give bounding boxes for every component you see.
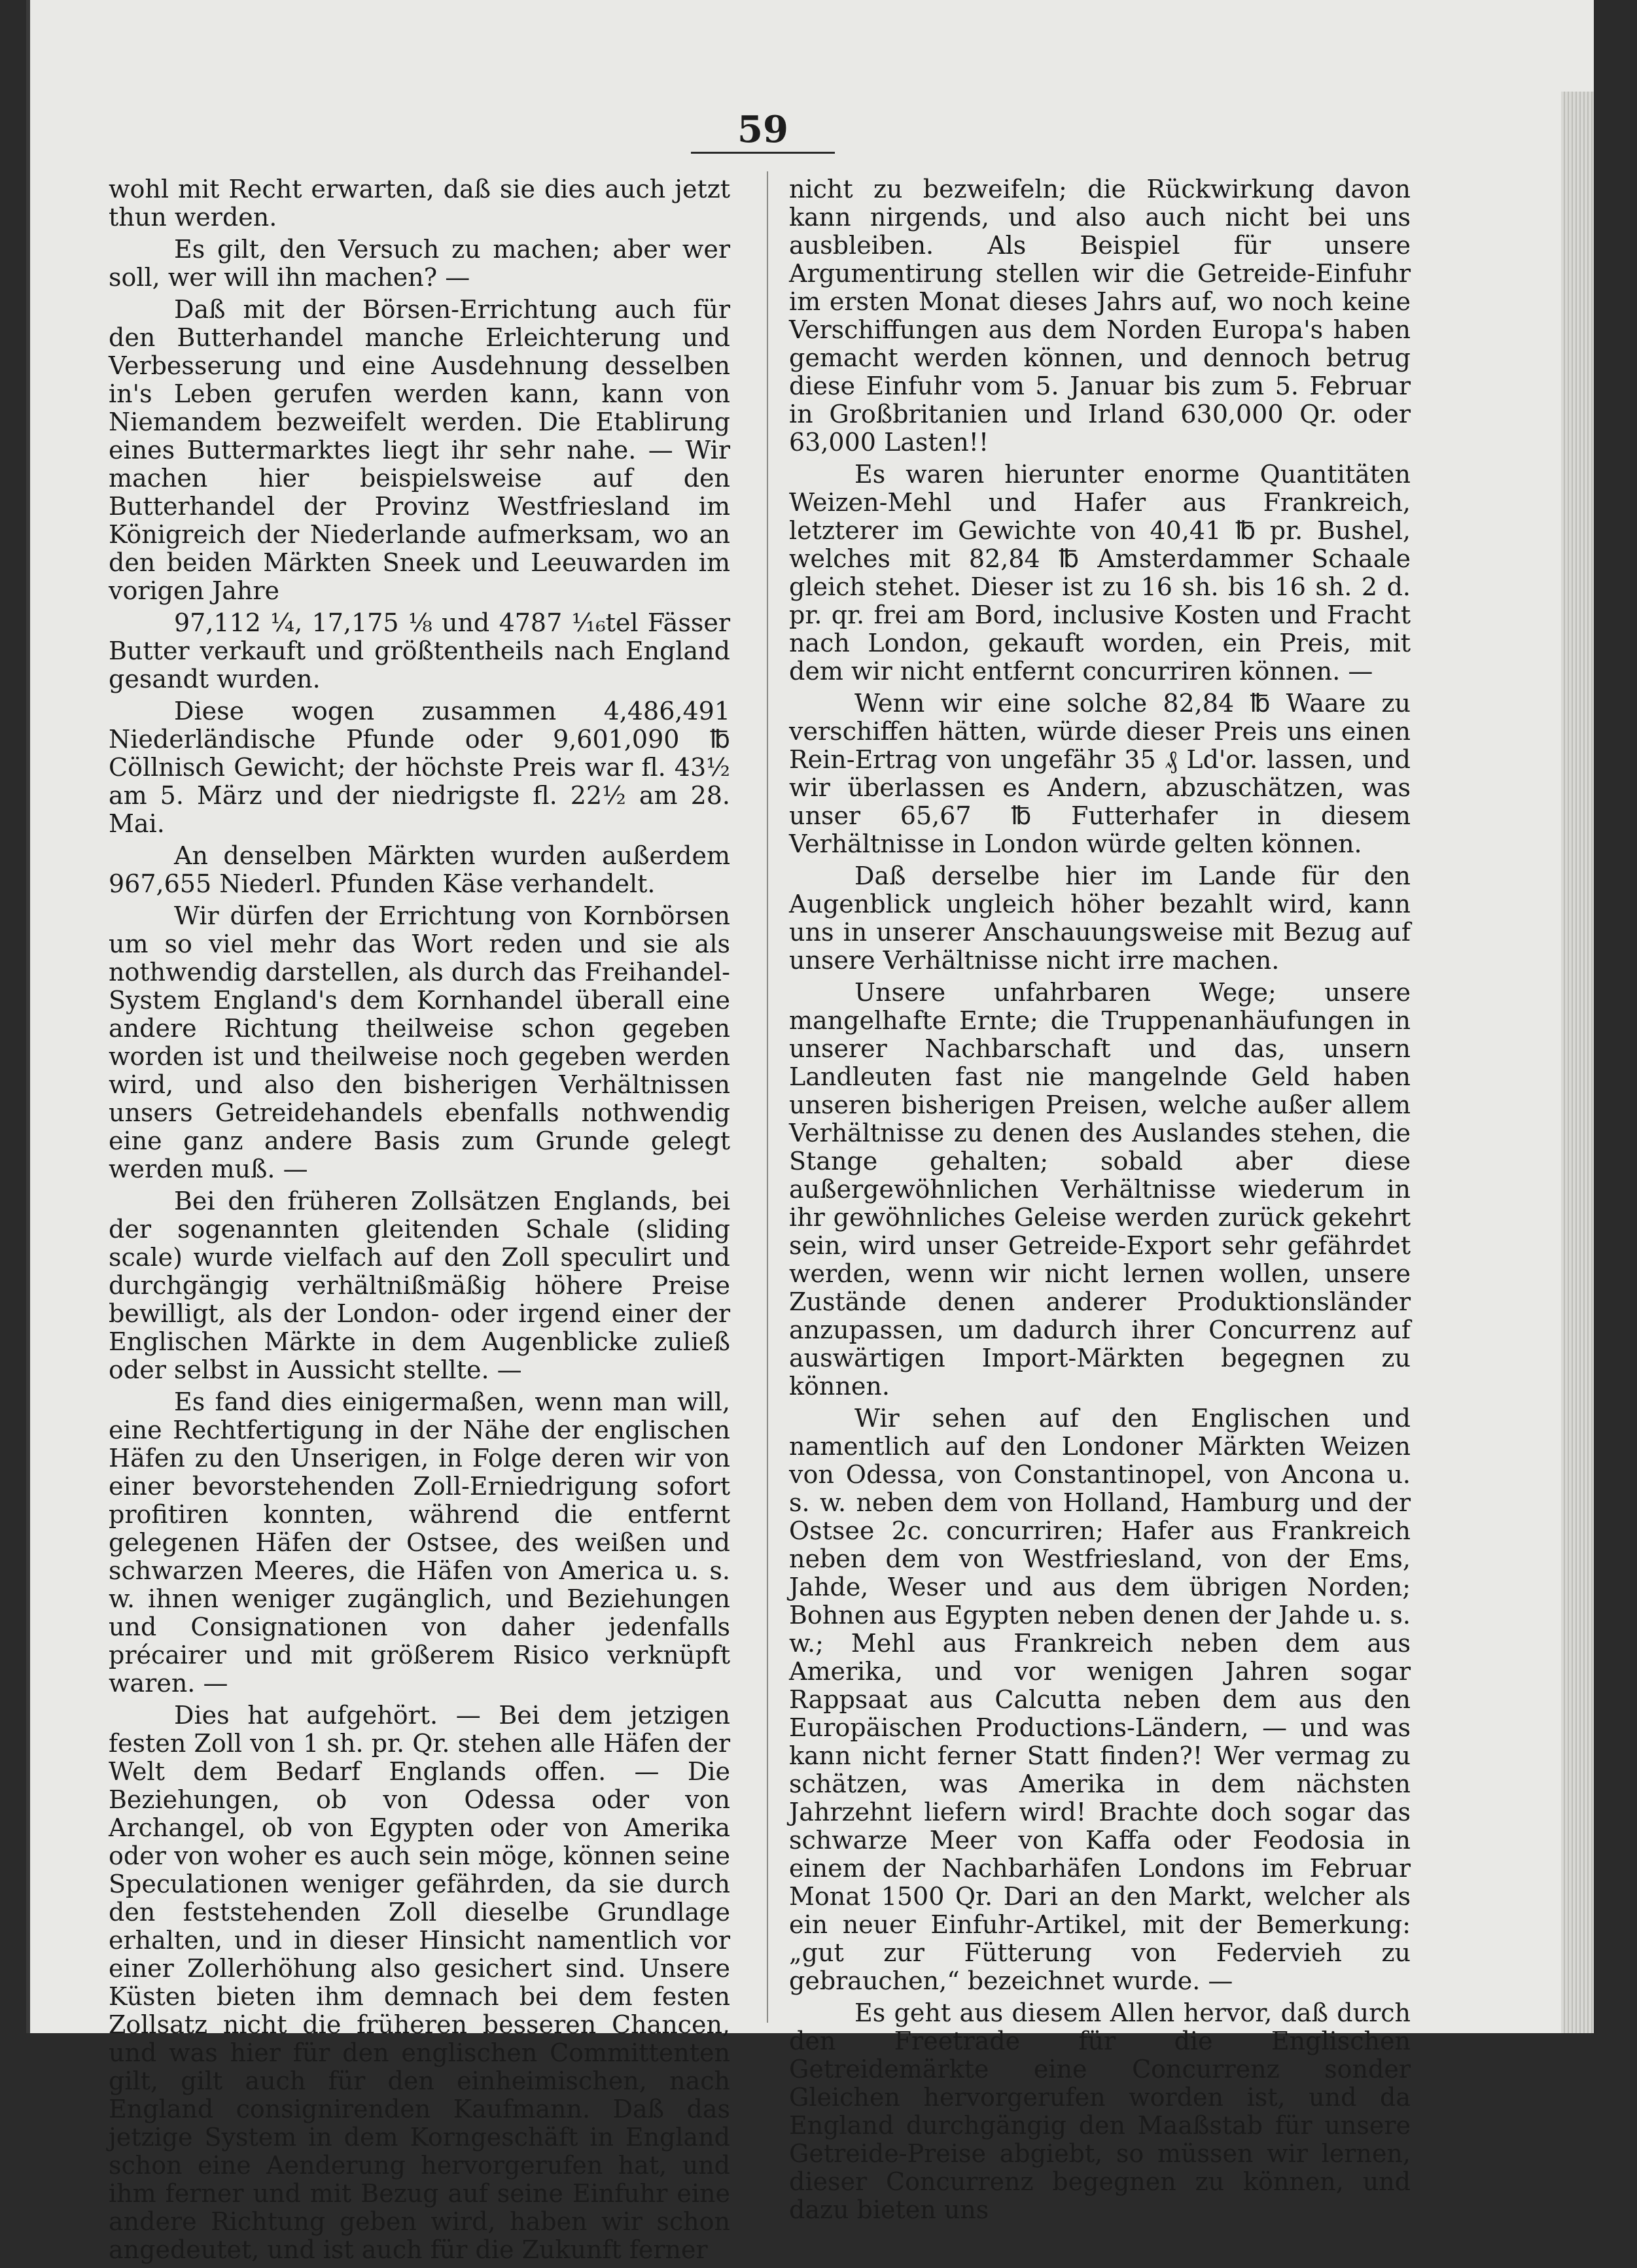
paragraph: Es fand dies einigermaßen, wenn man will, eine Rechtfertigung in der Nähe der englischen Häfen zu den Unserigen, in Folge deren wir von einer bevorstehenden Zoll-Erniedrigung sofort profitiren konnten, während die entfernt gelegenen Häfen der Ostsee, des weißen und schwarzen Meeres, die Häfen von America u. s. w. ihnen weniger zugänglich, und Beziehungen und Consignationen von daher jedenfalls précairer und mit größerem Risico verknüpft waren. — [109,1387,730,1698]
left-column [109,175,730,2268]
column-divider [767,171,768,2023]
paragraph: An denselben Märkten wurden außerdem 967,655 Niederl. Pfunden Käse verhandelt. [109,841,730,898]
paragraph: Wir sehen auf den Englischen und namentlich auf den Londoner Märkten Weizen von Odessa, von Constantinopel, von Ancona u. s. w. neben dem von Holland, Hamburg und der Ostsee 2c. concurriren; Hafer aus Frankreich neben dem von Westfriesland, von der Ems, Jahde, Weser und aus dem übrigen Norden; Bohnen aus Egypten neben denen der Jahde u. s. w.; Mehl aus Frankreich neben dem aus Amerika, und vor wenigen Jahren sogar Rappsaat aus Calcutta neben dem aus den Europäischen Productions-Ländern, — und was kann nicht ferner Statt finden?! Wer vermag zu schätzen, was Amerika in dem nächsten Jahrzehnt liefern wird! Brachte doch sogar das schwarze Meer von Kaffa oder Feodosia in einem der Nachbarhäfen Londons im Februar Monat 1500 Qr. Dari an den Markt, welcher als ein neuer Einfuhr-Artikel, mit der Bemerkung: „gut zur Fütterung von Federvieh zu gebrauchen,“ bezeichnet wurde. — [789,1404,1411,1995]
paragraph: Diese wogen zusammen 4,486,491 Niederländische Pfunde oder 9,601,090 ℔ Cöllnisch Gewicht; der höchste Preis war fl. 43½ am 5. März und der niedrigste fl. 22½ am 28. Mai. [109,697,730,838]
paragraph: Bei den früheren Zollsätzen Englands, bei der sogenannten gleitenden Schale (sliding scale) wurde vielfach auf den Zoll speculirt und durchgängig verhältnißmäßig höhere Preise bewilligt, als der London- oder irgend einer der Englischen Märkte in dem Augenblicke zuließ oder selbst in Aussicht stellte. — [109,1187,730,1384]
paragraph: Dies hat aufgehört. — Bei dem jetzigen festen Zoll von 1 sh. pr. Qr. stehen alle Häfen der Welt dem Bedarf Englands offen. — Die Beziehungen, ob von Odessa oder von Archangel, ob von Egypten oder von Amerika oder von woher es auch sein möge, können seine Speculationen weniger gefährden, da sie durch den feststehenden Zoll dieselbe Grundlage erhalten, und in dieser Hinsicht namentlich vor einer Zollerhöhung also gesichert sind. Unsere Küsten bieten ihm demnach bei dem festen Zollsatz nicht die früheren besseren Chancen, und was hier für den englischen Committenten gilt, gilt auch für den einheimischen, nach England consignirenden Kaufmann. Daß das jetzige System in dem Korngeschäft in England schon eine Aenderung hervorgerufen hat, und ihm ferner und mit Bezug auf seine Einfuhr eine andere Richtung geben wird, haben wir schon angedeutet, und ist auch für die Zukunft ferner [109,1701,730,2264]
page-number-rule [691,152,835,154]
paragraph: Wir dürfen der Errichtung von Kornbörsen um so viel mehr das Wort reden und sie als nothwendig darstellen, als durch das Freihandel-System England's dem Kornhandel überall eine andere Richtung theilweise schon gegeben worden ist und theilweise noch gegeben werden wird, und also den bisherigen Verhältnissen unsers Getreidehandels ebenfalls nothwendig eine ganz andere Basis zum Grunde gelegt werden muß. — [109,901,730,1183]
paragraph: Es gilt, den Versuch zu machen; aber wer soll, wer will ihn machen? — [109,235,730,292]
right-column [789,175,1411,2228]
paragraph: Es waren hierunter enorme Quantitäten Weizen-Mehl und Hafer aus Frankreich, letzterer im Gewichte von 40,41 ℔ pr. Bushel, welches mit 82,84 ℔ Amsterdammer Schaale gleich stehet. Dieser ist zu 16 sh. bis 16 sh. 2 d. pr. qr. frei am Bord, inclusive Kosten und Fracht nach London, gekauft worden, ein Preis, mit dem wir nicht entfernt concurriren können. — [789,460,1411,686]
paragraph: 97,112 ¼, 17,175 ⅛ und 4787 ¹⁄₁₆tel Fässer Butter verkauft und größtentheils nach England gesandt wurden. [109,608,730,693]
paragraph: Unsere unfahrbaren Wege; unsere mangelhafte Ernte; die Truppenanhäufungen in unserer Nachbarschaft und das, unsern Landleuten fast nie mangelnde Geld haben unseren bisherigen Preisen, welche außer allem Verhältnisse zu denen des Auslandes stehen, die Stange gehalten; sobald aber diese außergewöhnlichen Verhältnisse wiederum in ihr gewöhnliches Geleise werden zurück gekehrt sein, wird unser Getreide-Export sehr gefährdet werden, wenn wir nicht lernen wollen, unsere Zustände denen anderer Produktionsländer anzupassen, um dadurch ihrer Concurrenz auf auswärtigen Import-Märkten begegnen zu können. [789,978,1411,1401]
page-edge [1561,92,1594,2033]
book-page [26,0,1594,2264]
paragraph: wohl mit Recht erwarten, daß sie dies auch jetzt thun werden. [109,175,730,232]
paragraph: Wenn wir eine solche 82,84 ℔ Waare zu verschiffen hätten, würde dieser Preis uns einen Rein-Ertrag von ungefähr 35 ₰ Ld'or. lassen, und wir überlassen es Andern, abzuschätzen, was unser 65,67 ℔ Futterhafer in diesem Verhältnisse in London würde gelten können. [789,689,1411,858]
paragraph: nicht zu bezweifeln; die Rückwirkung davon kann nirgends, und also auch nicht bei uns ausbleiben. Als Beispiel für unsere Argumentirung stellen wir die Getreide-Einfuhr im ersten Monat dieses Jahrs auf, wo noch keine Verschiffungen aus dem Norden Europa's haben gemacht werden können, und dennoch betrug diese Einfuhr vom 5. Januar bis zum 5. Februar in Großbritanien und Irland 630,000 Qr. oder 63,000 Lasten!! [789,175,1411,457]
paragraph: Daß mit der Börsen-Errichtung auch für den Butterhandel manche Erleichterung und Verbesserung und eine Ausdehnung desselben in's Leben gerufen werden kann, kann von Niemandem bezweifelt werden. Die Etablirung eines Buttermarktes liegt ihr sehr nahe. — Wir machen hier beispielsweise auf den Butterhandel der Provinz Westfriesland im Königreich der Niederlande aufmerksam, wo an den beiden Märkten Sneek und Leeuwarden im vorigen Jahre [109,295,730,605]
paragraph: Es geht aus diesem Allen hervor, daß durch den Freetrade für die Englischen Getreidemärkte eine Concurrenz sonder Gleichen hervorgerufen worden ist, und da England durchgängig den Maaßstab für unsere Getreide-Preise abgiebt, so müssen wir lernen, dieser Concurrenz begegnen zu können, und dazu bieten uns [789,1998,1411,2224]
page-number: 59 [737,108,788,151]
paragraph: Daß derselbe hier im Lande für den Augenblick ungleich höher bezahlt wird, kann uns in unserer Anschauungsweise mit Bezug auf unsere Verhältnisse nicht irre machen. [789,862,1411,975]
